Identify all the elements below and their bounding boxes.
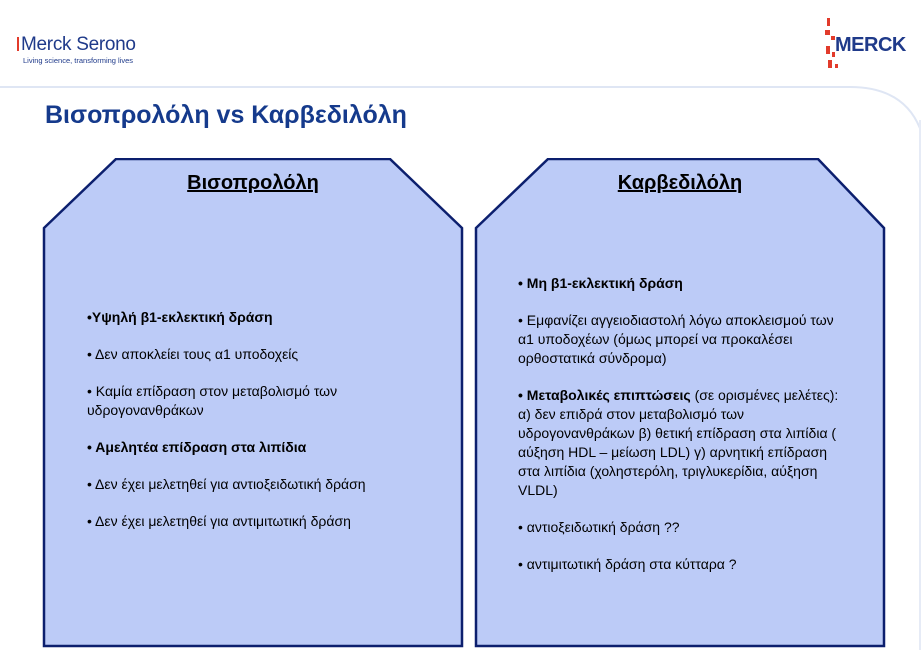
list-item: • αντιμιτωτική δράση στα κύτταρα ? <box>518 556 737 572</box>
right-panel-title: Καρβεδιλόλη <box>617 172 743 194</box>
list-item: •Υψηλή β1-εκλεκτική δράση <box>87 309 273 325</box>
list-item: • Δεν έχει μελετηθεί για αντιοξειδωτική δράση <box>87 476 366 492</box>
list-item: • Μη β1-εκλεκτική δράση <box>518 275 683 291</box>
left-panel-list <box>87 308 407 549</box>
slide-title: Βισοπρολόλη vs Καρβεδιλόλη <box>45 101 407 129</box>
right-panel <box>474 158 896 648</box>
left-panel-title: Βισοπρολόλη <box>187 172 319 194</box>
list-item: • Αμελητέα επίδραση στα λιπίδια <box>87 439 307 455</box>
list-item: • Εμφανίζει αγγειοδιαστολή λόγω αποκλεισμού των α1 υποδοχέων (όμως μπορεί να προκαλέσει ορθοστατικά σύνδρομα) <box>518 312 834 366</box>
merck-serono-tagline: Living science, transforming lives <box>23 56 134 65</box>
merck-logo-text: MERCK <box>835 34 906 56</box>
merck-logo <box>825 16 905 72</box>
slide-header <box>0 0 921 88</box>
list-item: • Δεν έχει μελετηθεί για αντιμιτωτική δράση <box>87 513 351 529</box>
merck-serono-logo <box>17 35 136 65</box>
merck-serono-logo-name: Merck Serono <box>21 34 136 55</box>
list-item: • Δεν αποκλείει τους α1 υποδοχείς <box>87 346 299 362</box>
list-item: • Μεταβολικές επιπτώσεις (σε ορισμένες μελέτες): α) δεν επιδρά στον μεταβολισμό των υδρογονανθράκων β) θετική επίδραση στα λιπίδια ( αύξηση HDL – μείωση LDL) γ) αρνητική επίδραση στα λιπίδια (χοληστερόλη, τριγλυκερίδια, αύξηση VLDL) <box>518 387 839 498</box>
list-item: • αντιοξειδωτική δράση ?? <box>518 519 680 535</box>
right-panel-list <box>518 274 843 592</box>
left-panel <box>42 158 464 648</box>
list-item: • Καμία επίδραση στον μεταβολισμό των υδρογονανθράκων <box>87 383 338 418</box>
